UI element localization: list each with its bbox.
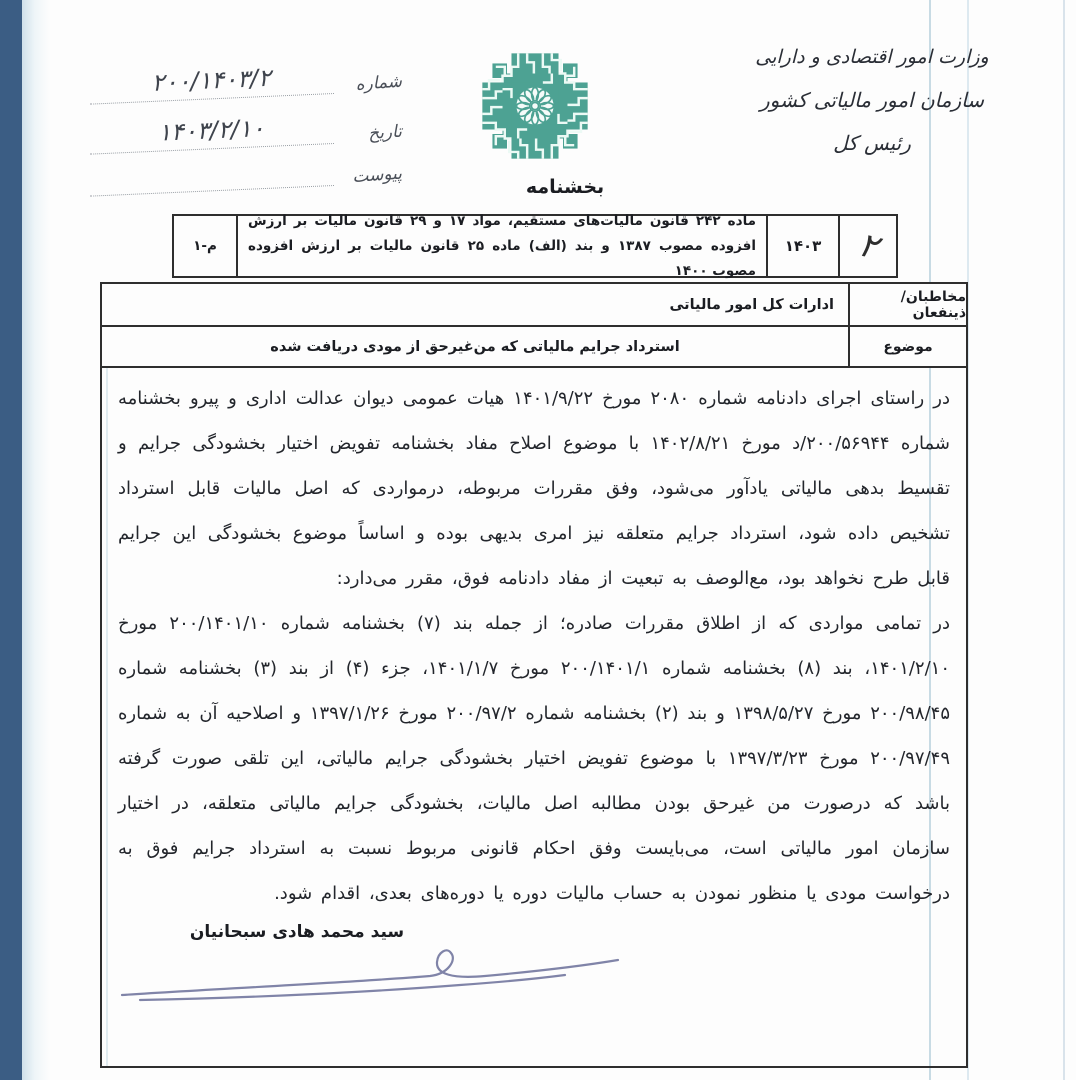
info-table (100, 282, 968, 368)
ministry-header (703, 36, 1041, 165)
number-value-handwritten: ۲۰۰/۱۴۰۳/۲ (89, 61, 334, 105)
handwritten-signature-icon (110, 940, 630, 1010)
signatory-name: سید محمد هادی سبحانیان (189, 922, 405, 942)
date-label: تاریخ (367, 121, 403, 144)
number-row (90, 44, 403, 97)
class-code-cell: م-۱ (193, 238, 217, 254)
fold-line (1063, 0, 1065, 1080)
recipients-value: ادارات کل امور مالیاتی (669, 296, 834, 313)
recipients-row (102, 284, 966, 325)
ministry-name: وزارت امور اقتصادی و دارایی (755, 46, 989, 68)
year-cell: ۱۴۰۳ (766, 216, 838, 276)
recipients-label: مخاطبان/ ذینفعان (848, 284, 966, 325)
legal-basis-cell: ماده ۲۴۲ قانون مالیات‌های مستقیم، مواد ۱۷ و ۲۹ قانون مالیات بر ارزش افزوده مصوب ۱۳۸۷ و بند (الف) ماده ۲۵ قانون مالیات بر ارزش افزوده مصوب ۱۴۰۰ (236, 216, 766, 276)
body-paragraph-1: در راستای اجرای دادنامه شماره ۲۰۸۰ مورخ ۱۴۰۱/۹/۲۲ هیات عمومی دیوان عدالت اداری و پیرو بخشنامه شماره ۲۰۰/۵۶۹۴۴/د مورخ ۱۴۰۲/۸/۲۱ با موضوع اصلاح مفاد بخشنامه تفویض اختیار بخشودگی جرایم و تقسیط بدهی مالیاتی یادآور می‌شود، وفق مقررات مربوطه، درمواردی که اصل مالیات قابل استرداد تشخیص داده شود، استرداد جرایم متعلقه نیز امری بدیهی بوده و اساساً موضوع بخشودگی این جرایم قابل طرح نخواهد بود، مع‌الوصف به تبعیت از مفاد دادنامه فوق، مقرر می‌دارد: (118, 388, 950, 589)
subject-value: استرداد جرایم مالیاتی که من‌غیرحق از مودی دریافت شده (270, 338, 680, 355)
scan-left-edge-fade (22, 0, 50, 1080)
subject-label: موضوع (848, 327, 966, 366)
subject-row (102, 325, 966, 366)
scan-left-edge-strip (0, 0, 22, 1080)
date-value-handwritten: ۱۴۰۳/۲/۱۰ (89, 111, 334, 155)
attachment-label: پیوست (351, 163, 403, 188)
serial-number-handwritten: ۲ (854, 224, 882, 268)
office-name: رئیس کل (833, 131, 911, 155)
organization-name: سازمان امور مالیاتی کشور (760, 88, 984, 112)
document-type-title: بخشنامه (525, 176, 605, 198)
classification-table (172, 214, 898, 278)
body-paragraph-2: در تمامی مواردی که از اطلاق مقررات صادره؛ از جمله بند (۷) بخشنامه شماره ۲۰۰/۱۴۰۱/۱۰ مورخ ۱۴۰۱/۲/۱۰، بند (۸) بخشنامه شماره ۲۰۰/۱۴۰۱/۱ مورخ ۱۴۰۱/۱/۷، جزء (۴) از بند (۳) بخشنامه شماره ۲۰۰/۹۸/۴۵ مورخ ۱۳۹۸/۵/۲۷ و بند (۲) بخشنامه شماره ۲۰۰/۹۷/۲ مورخ ۱۳۹۷/۱/۲۶ و اصلاحیه آن به شماره ۲۰۰/۹۷/۴۹ مورخ ۱۳۹۷/۳/۲۳ با موضوع تفویض اختیار بخشودگی جرایم مالیاتی، این تلقی صورت گرفته باشد که درصورت من غیرحق بودن مطالبه اصل مالیات، بخشودگی جرایم مالیاتی متعلقه، در اختیار سازمان امور مالیاتی است، می‌بایست وفق احکام قانونی مربوط نسبت به استرداد جرایم فوق به درخواست مودی یا منظور نمودن به حساب مالیات دوره یا دوره‌های بعدی، اقدام شود. (118, 613, 950, 904)
attachment-value-handwritten (89, 153, 334, 197)
letterhead-reference-fields (90, 44, 402, 186)
number-label: شماره (354, 71, 403, 95)
serial-number-cell (838, 216, 896, 276)
tax-organization-emblem-icon (476, 50, 594, 162)
